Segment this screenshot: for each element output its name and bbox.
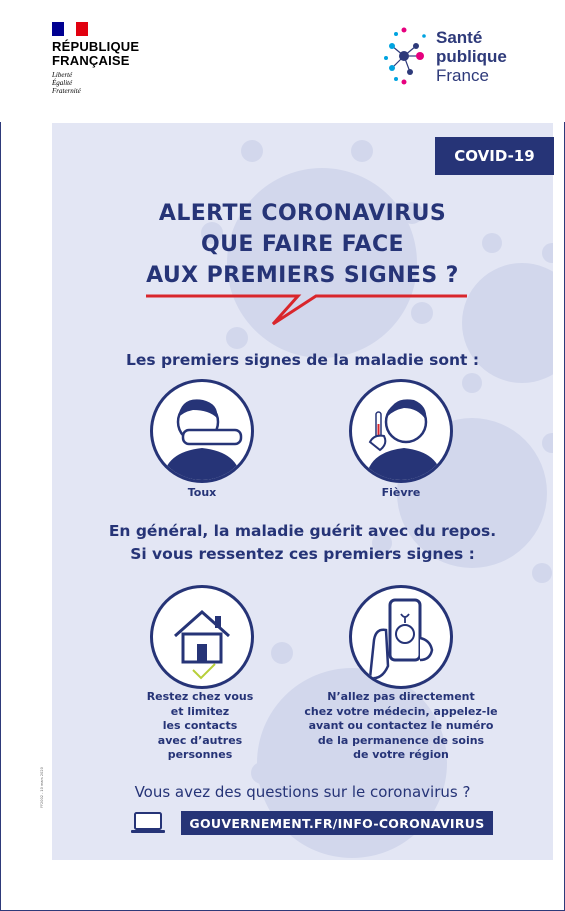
rf-motto-fraternite: Fraternité	[52, 87, 81, 95]
advice-call-doctor-line3: avant ou contactez le numéro	[308, 719, 494, 732]
general-title-line2: Si vous ressentez ces premiers signes :	[130, 545, 475, 563]
advice-call-doctor-line1: N’allez pas directement	[327, 690, 475, 703]
sante-publique-france-logo	[380, 24, 507, 88]
question-text: Vous avez des questions sur le coronavirus ?	[134, 783, 471, 801]
advice-stay-home-line2: et limitez	[170, 704, 230, 718]
document-reference: FF2002 - 10 mars 2020	[40, 767, 44, 808]
home-icon	[150, 585, 254, 689]
advice-stay-home-line1: Restez chez vous	[146, 690, 254, 703]
advice-stay-home-line5: personnes	[167, 748, 233, 761]
advice-stay-home	[130, 690, 270, 763]
headline-line2: QUE FAIRE FACE	[201, 232, 404, 257]
headline-line3: AUX PREMIERS SIGNES ?	[146, 263, 459, 288]
phone-call-icon	[349, 585, 453, 689]
speech-bubble-underline	[140, 290, 470, 330]
general-title-line1: En général, la maladie guérit avec du repos.	[108, 522, 497, 540]
fievre-label: Fièvre	[381, 486, 421, 499]
spf-line1: Santé	[436, 27, 483, 47]
header	[0, 0, 565, 122]
advice-stay-home-line3: les contacts	[162, 719, 238, 732]
cough-icon	[150, 379, 254, 483]
advice-call-doctor-line4: de la permanence de soins	[317, 733, 485, 747]
advice-call-doctor-line5: de votre région	[353, 748, 449, 761]
spf-line3: France	[436, 65, 489, 85]
advice-stay-home-line4: avec d’autres	[157, 733, 243, 747]
signs-title: Les premiers signes de la maladie sont :	[125, 351, 480, 369]
republique-francaise-logo	[52, 22, 139, 95]
spf-line2: publique	[436, 46, 507, 66]
marianne-flag-icon	[52, 22, 88, 36]
laptop-icon	[130, 812, 166, 834]
fever-icon	[349, 379, 453, 483]
headline-line1: ALERTE CORONAVIRUS	[158, 201, 447, 226]
rf-motto-egalite: Égalité	[52, 79, 73, 87]
rf-title-line1: RÉPUBLIQUE	[52, 39, 140, 54]
advice-call-doctor-line2: chez votre médecin, appelez-le	[304, 704, 498, 718]
advice-call-doctor	[290, 690, 512, 763]
spf-network-icon	[380, 24, 430, 88]
rf-motto-liberte: Liberté	[52, 71, 73, 79]
toux-label: Toux	[187, 486, 217, 499]
info-url-link[interactable]: GOUVERNEMENT.FR/INFO-CORONAVIRUS	[181, 811, 493, 835]
covid-badge: COVID-19	[435, 137, 554, 175]
rf-title-line2: FRANÇAISE	[52, 53, 130, 68]
